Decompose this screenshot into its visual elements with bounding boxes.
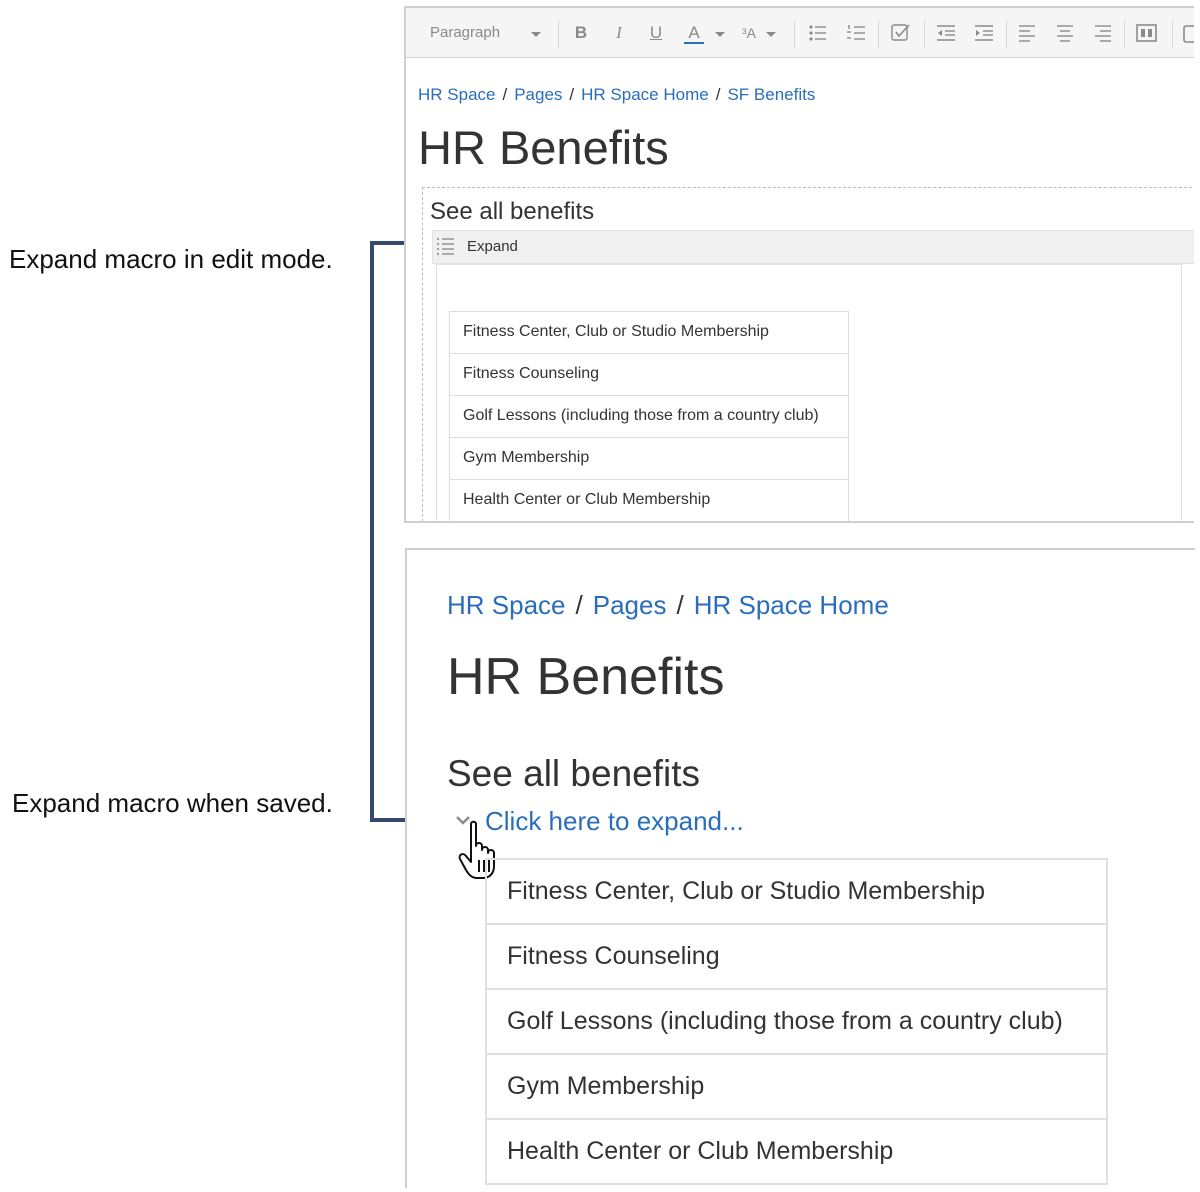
breadcrumb-hr-space[interactable]: HR Space [418,85,496,104]
underline-button[interactable]: U [649,23,663,42]
paragraph-dropdown-caret-icon[interactable] [531,32,541,37]
more-formatting-button[interactable]: ³A [742,25,756,41]
saved-subheading: See all benefits [447,753,701,794]
align-center-icon[interactable] [1056,24,1074,42]
breadcrumb-hr-space[interactable]: HR Space [447,590,566,620]
breadcrumb-separator: / [575,590,583,620]
table-row[interactable]: Health Center or Club Membership [449,480,849,522]
breadcrumb-sf-benefits[interactable]: SF Benefits [727,85,816,104]
toolbar-divider [1124,20,1125,48]
saved-benefits-table [485,858,1108,1185]
editor-toolbar [406,8,1194,58]
table-row[interactable]: Golf Lessons (including those from a country club) [449,396,849,438]
toolbar-divider [558,20,559,48]
text-color-button[interactable]: A [684,20,704,44]
bold-button[interactable]: B [574,23,588,42]
editor-panel [404,6,1194,523]
indent-icon[interactable] [974,24,994,42]
table-row[interactable]: Fitness Counseling [449,354,849,396]
toolbar-divider [924,20,925,48]
table-row: Golf Lessons (including those from a country club) [485,990,1108,1055]
numbered-list-icon[interactable] [846,24,866,42]
toolbar-divider [1006,20,1007,48]
bullet-list-icon[interactable] [808,24,828,42]
editor-breadcrumb [418,85,815,105]
expand-toggle-link[interactable]: Click here to expand... [485,806,744,836]
task-list-icon[interactable] [890,22,912,44]
expand-macro-icon [437,235,455,257]
saved-page-title: HR Benefits [447,648,725,706]
editor-page-title[interactable]: HR Benefits [418,121,669,174]
editor-subheading[interactable]: See all benefits [430,198,595,225]
breadcrumb-pages[interactable]: Pages [592,590,667,620]
editor-benefits-table [449,311,849,522]
breadcrumb-separator: / [569,85,575,104]
table-row[interactable]: Gym Membership [449,438,849,480]
align-left-icon[interactable] [1018,24,1036,42]
outdent-icon[interactable] [936,24,956,42]
breadcrumb-separator: / [715,85,721,104]
breadcrumb-pages[interactable]: Pages [514,85,563,104]
breadcrumb-separator: / [502,85,508,104]
breadcrumb-separator: / [676,590,684,620]
more-formatting-caret-icon[interactable] [766,32,776,37]
table-row: Gym Membership [485,1055,1108,1120]
annotation-connector [0,0,440,840]
annotation-edit-mode: Expand macro in edit mode. [9,244,333,274]
saved-page-panel [405,548,1195,1188]
table-row: Health Center or Club Membership [485,1120,1108,1185]
table-row: Fitness Center, Club or Studio Membership [485,860,1108,925]
toolbar-divider [794,20,795,48]
toolbar-divider [1172,20,1173,48]
expand-macro-placeholder[interactable] [432,230,1194,264]
text-color-caret-icon[interactable] [715,32,725,37]
expand-macro-label: Expand [467,238,518,255]
paragraph-style-dropdown[interactable]: Paragraph [430,24,501,41]
table-row[interactable]: Fitness Center, Club or Studio Membership [449,312,849,354]
saved-breadcrumb [447,590,889,621]
breadcrumb-hr-space-home[interactable]: HR Space Home [581,85,709,104]
annotation-saved: Expand macro when saved. [12,788,333,818]
table-row: Fitness Counseling [485,925,1108,990]
align-right-icon[interactable] [1094,24,1112,42]
toolbar-divider [878,20,879,48]
italic-button[interactable]: I [616,23,622,42]
insert-icon[interactable] [1182,22,1194,44]
page-layout-icon[interactable] [1136,23,1158,43]
breadcrumb-hr-space-home[interactable]: HR Space Home [693,590,889,620]
